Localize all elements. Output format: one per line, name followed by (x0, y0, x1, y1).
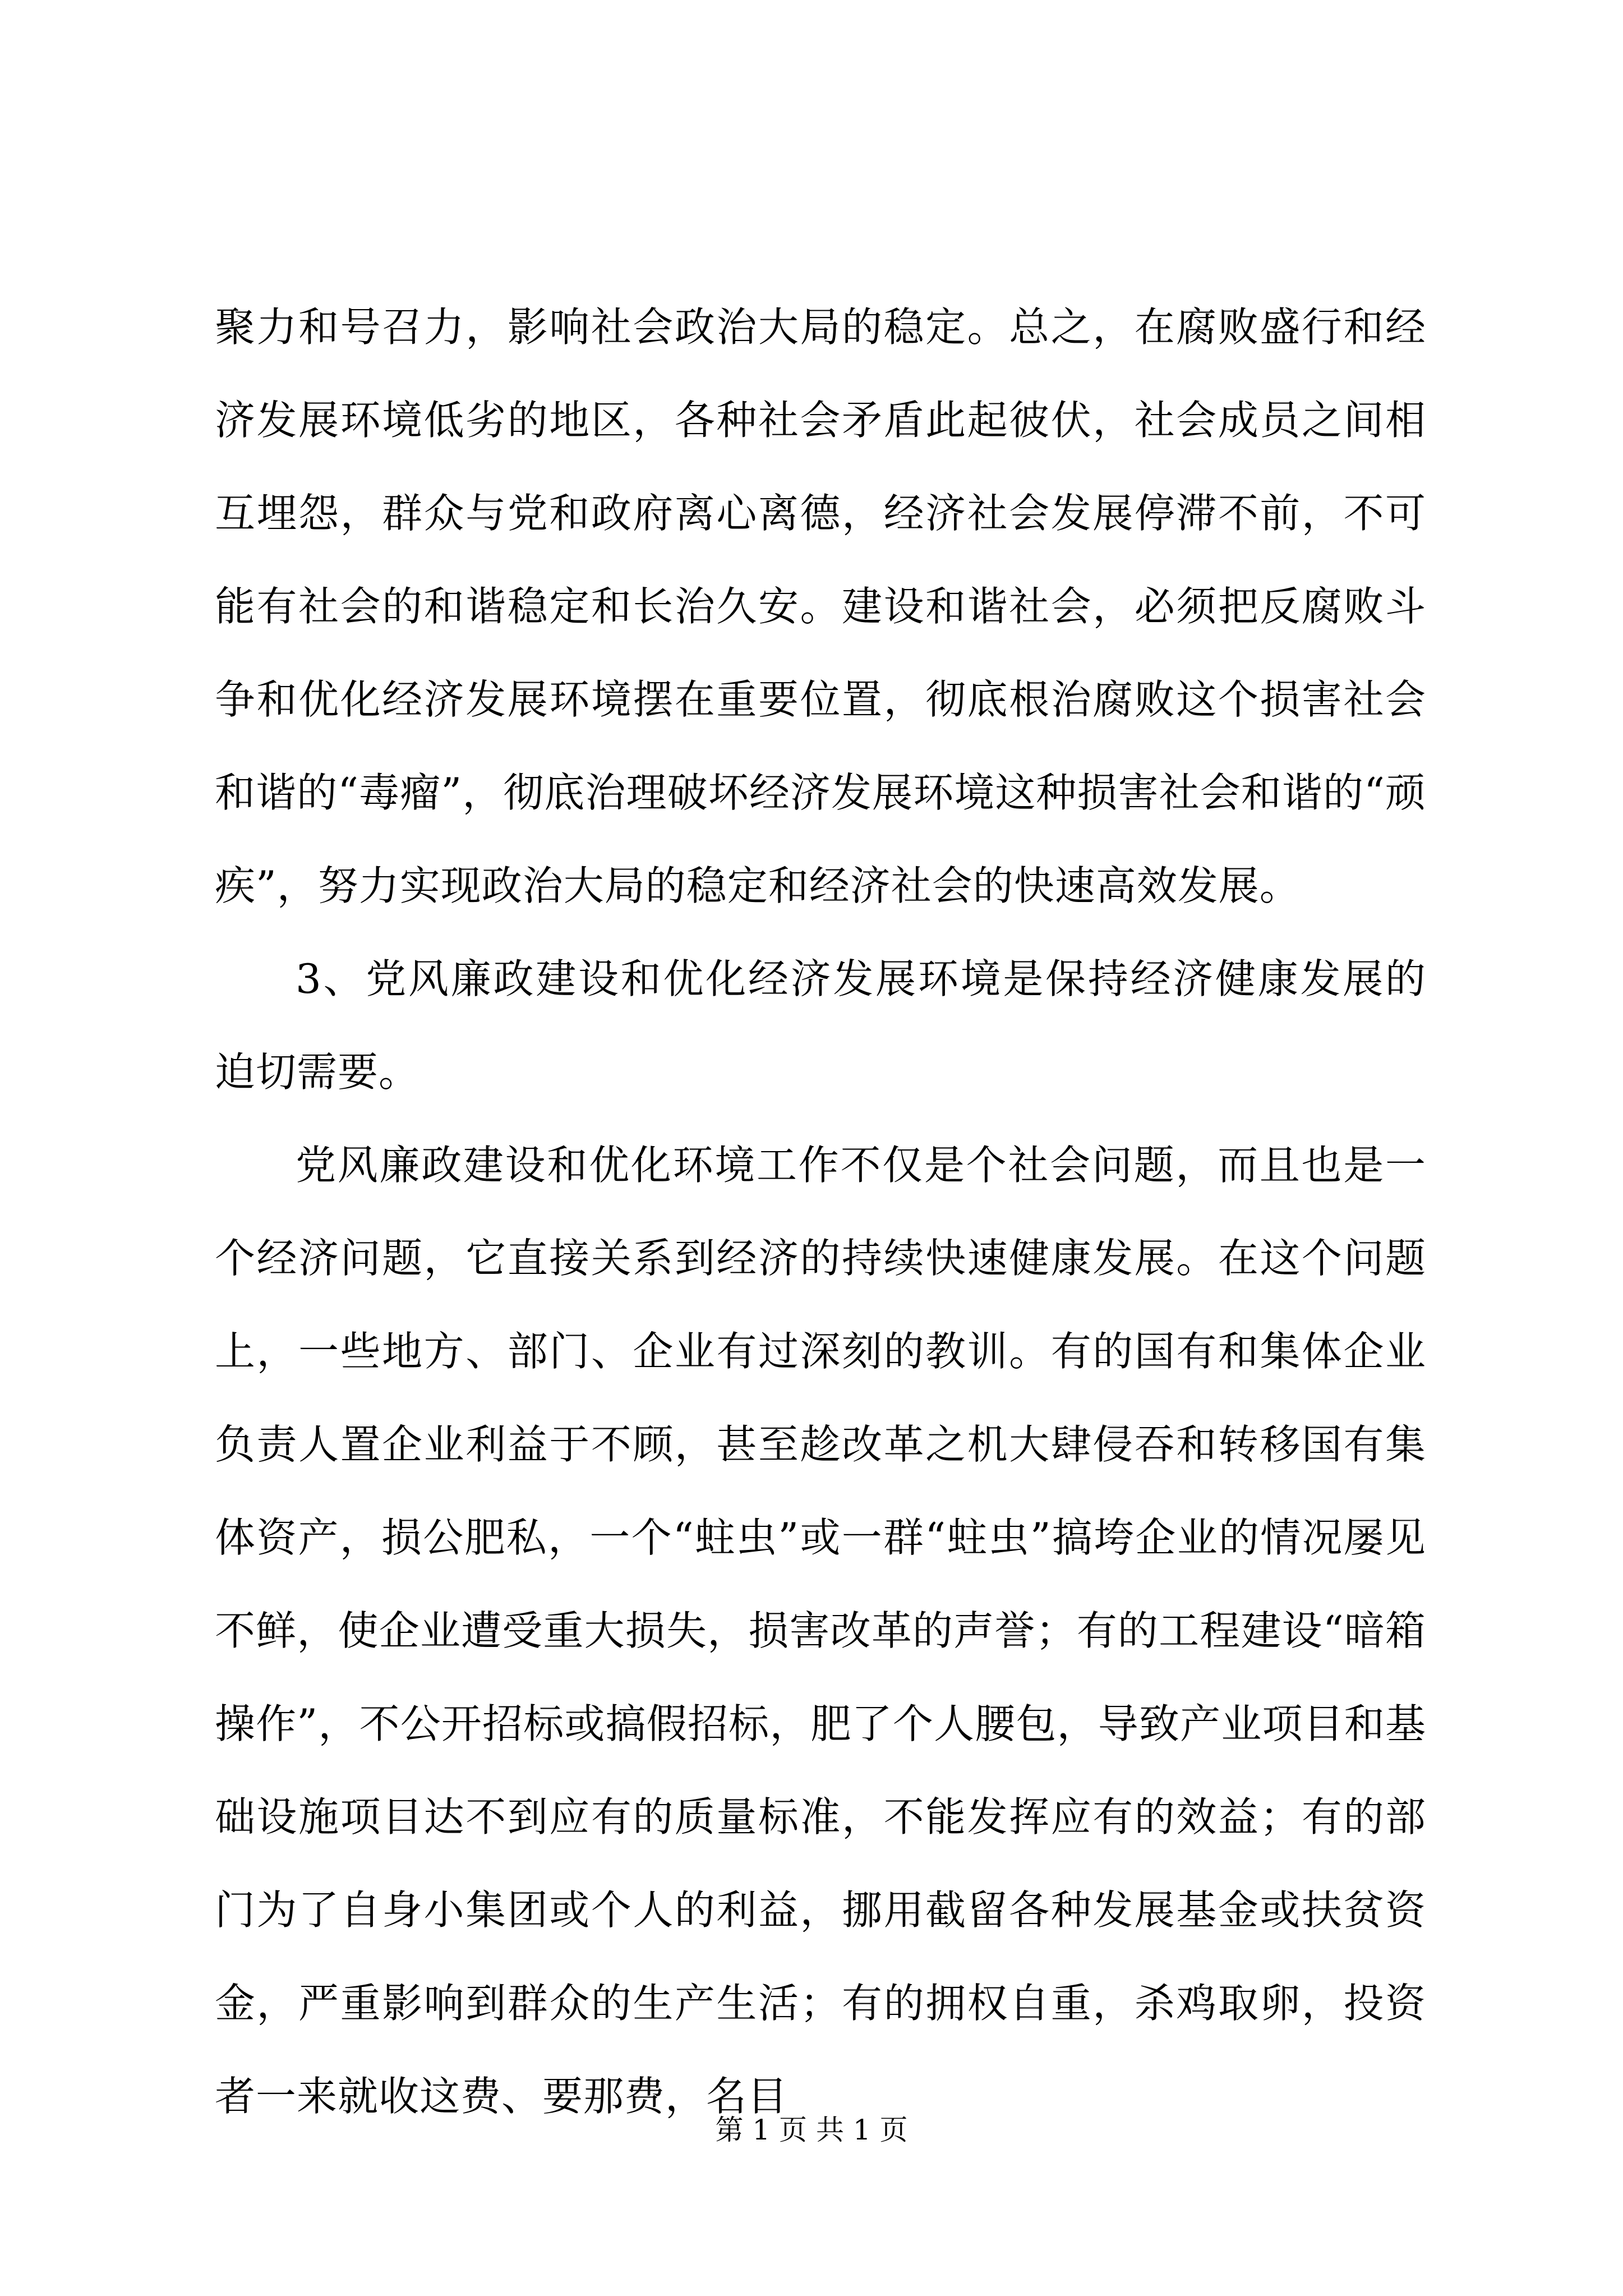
page-number-footer: 第 1 页 共 1 页 (715, 2114, 908, 2146)
paragraph-1: 聚力和号召力，影响社会政治大局的稳定。总之，在腐败盛行和经济发展环境低劣的地区，各种社会矛盾此起彼伏，社会成员之间相互埋怨，群众与党和政府离心离德，经济社会发展停滞不前，不可能有社会的和谐稳定和长治久安。建设和谐社会，必须把反腐败斗争和优化经济发展环境摆在重要位置，彻底根治腐败这个损害社会和谐的“毒瘤”，彻底治理破坏经济发展环境这种损害社会和谐的“顽疾”，努力实现政治大局的稳定和经济社会的快速高效发展。 (215, 303, 1426, 909)
paragraph-3: 党风廉政建设和优化环境工作不仅是个社会问题，而且也是一个经济问题，它直接关系到经济的持续快速健康发展。在这个问题上，一些地方、部门、企业有过深刻的教训。有的国有和集体企业负责人置企业利益于不顾，甚至趁改革之机大肆侵吞和转移国有集体资产，损公肥私，一个“蛀虫”或一群“蛀虫”搞垮企业的情况屡见不鲜，使企业遭受重大损失，损害改革的声誉；有的工程建设“暗箱操作”，不公开招标或搞假招标，肥了个人腰包，导致产业项目和基础设施项目达不到应有的质量标准，不能发挥应有的效益；有的部门为了自身小集团或个人的利益，挪用截留各种发展基金或扶贫资金，严重影响到群众的生产生活；有的拥权自重，杀鸡取卵，投资者一来就收这费、要那费，名目 (215, 1142, 1426, 2120)
document-body (215, 280, 1426, 2143)
paragraph-2-heading: 3、党风廉政建设和优化经济发展环境是保持经济健康发展的迫切需要。 (215, 955, 1426, 1096)
